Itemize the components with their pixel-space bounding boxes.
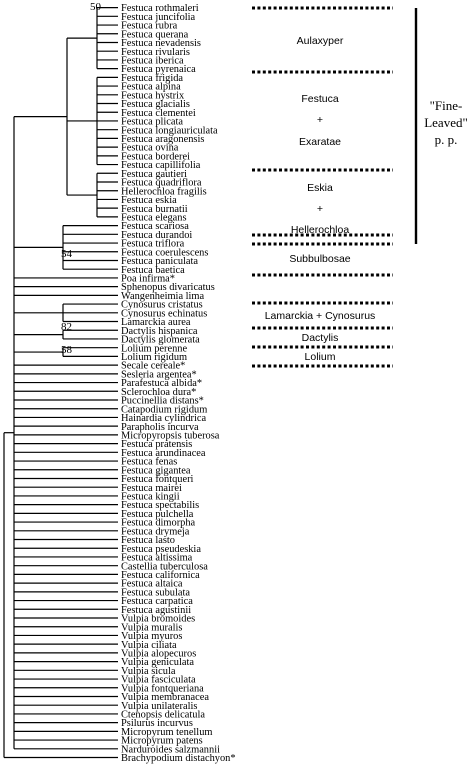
group-label-fine-leaved-1: "Fine-	[429, 98, 463, 113]
taxon-label: Brachypodium distachyon*	[121, 753, 236, 765]
taxon-label: Dactylis hispanica	[121, 325, 198, 337]
taxon-label: Vulpia myuros	[121, 631, 183, 643]
taxon-label: Festuca nevadensis	[121, 38, 201, 50]
support-value-50: 50	[90, 1, 101, 13]
taxon-label: Festuca spectabilis	[121, 500, 200, 512]
group-label-exaratae: Exaratae	[298, 136, 342, 148]
taxon-label: Festuca gautieri	[121, 168, 188, 180]
taxon-label: Vulpia fontqueriana	[121, 683, 204, 695]
taxon-label: Festuca capillifolia	[121, 160, 201, 172]
taxon-label: Secale cereale*	[121, 360, 186, 372]
taxon-label: Festuca juncifolia	[121, 11, 196, 23]
taxon-label: Festuca pseudeskia	[121, 543, 201, 555]
taxon-label: Parafestuca albida*	[121, 378, 203, 390]
taxon-label: Festuca alpina	[121, 81, 181, 93]
taxon-label: Vulpia membranacea	[121, 692, 209, 704]
taxon-label: Festuca elegans	[121, 212, 187, 224]
taxon-label: Festuca californica	[121, 570, 200, 581]
taxon-label: Festuca scariosa	[121, 221, 189, 233]
taxon-label: Puccinellia distans*	[121, 395, 204, 407]
group-label-plus-2: +	[316, 203, 324, 215]
taxon-label: Micropyrum tenellum	[121, 726, 213, 738]
taxon-label: Festuca longiauriculata	[121, 125, 218, 137]
taxon-label: Lolium perenne	[121, 343, 188, 355]
taxon-label: Festuca plicata	[121, 116, 184, 128]
taxon-label: Festuca ovina	[121, 142, 179, 154]
group-label-fine-leaved-3: p. p.	[434, 132, 458, 147]
taxon-label: Festuca clementei	[121, 107, 196, 119]
taxon-label: Festuca quadriflora	[121, 177, 202, 189]
taxon-label: Cynosurus cristatus	[121, 299, 203, 311]
taxon-label: Sclerochloa dura*	[121, 386, 197, 398]
taxon-label: Festuca fontqueri	[121, 474, 194, 486]
taxon-label: Micropyrum patens	[121, 735, 203, 747]
group-labels	[265, 35, 468, 363]
taxon-label: Poa infirma*	[121, 273, 175, 285]
taxon-label: Sphenopus divaricatus	[121, 282, 215, 294]
taxon-label: Cynosurus echinatus	[121, 308, 208, 320]
taxon-label: Vulpia unilateralis	[121, 700, 198, 712]
group-label-subbulbosae: Subbulbosae	[289, 253, 351, 265]
taxon-label: Festuca agustinii	[121, 604, 192, 616]
taxon-label: Festuca burnatii	[121, 203, 188, 215]
support-value-58: 58	[61, 344, 72, 356]
taxon-label: Festuca subulata	[121, 587, 190, 599]
taxon-label: Festuca glacialis	[121, 99, 190, 111]
taxon-label: Ctenopsis delicatula	[121, 709, 205, 721]
taxon-label: Festuca dimorpha	[121, 517, 196, 529]
taxon-label: Festuca altissima	[121, 552, 193, 564]
group-label-dactylis: Dactylis	[301, 332, 339, 344]
taxon-labels	[121, 3, 236, 764]
taxon-label: Micropyropsis tuberosa	[121, 430, 220, 442]
taxon-label: Festuca coerulescens	[121, 247, 209, 259]
taxon-label: Festuca borderei	[121, 151, 190, 163]
taxon-label: Vulpia fasciculata	[121, 674, 196, 686]
taxon-label: Vulpia muralis	[121, 622, 183, 634]
taxon-label: Vulpia alopecuros	[121, 648, 197, 660]
taxon-label: Narduroides salzmannii	[121, 744, 220, 756]
tree-branches	[4, 8, 118, 758]
taxon-label: Dactylis glomerata	[121, 334, 200, 346]
taxon-label: Sesleria argentea*	[121, 369, 197, 381]
taxon-label: Festuca lasto	[121, 535, 175, 547]
taxon-label: Festuca frigida	[121, 72, 184, 84]
taxon-label: Festuca durandoi	[121, 229, 193, 241]
group-label-lamarckia-cynosurus: Lamarckia + Cynosurus	[264, 310, 376, 322]
taxon-label: Psilurus incurvus	[121, 718, 193, 730]
taxon-label: Vulpia bromoides	[121, 613, 196, 625]
taxon-label: Festuca rothmaleri	[121, 3, 199, 15]
taxon-label: Hellerochloa fragilis	[121, 186, 207, 198]
taxon-label: Festuca pyrenaica	[121, 64, 196, 76]
taxon-label: Catapodium rigidum	[121, 404, 208, 416]
taxon-label: Festuca paniculata	[121, 256, 199, 268]
taxon-label: Festuca drymeja	[121, 526, 190, 538]
taxon-label: Castellia tuberculosa	[121, 561, 208, 573]
group-label-eskia: Eskia	[307, 182, 333, 194]
taxon-label: Festuca mairei	[121, 482, 182, 494]
taxon-label: Vulpia sicula	[121, 665, 176, 677]
taxon-label: Festuca rivularis	[121, 46, 190, 58]
taxon-label: Vulpia geniculata	[121, 657, 194, 669]
group-label-festuca: Festuca	[301, 93, 339, 105]
taxon-label: Festuca aragonensis	[121, 134, 205, 145]
support-value-54: 54	[61, 248, 72, 260]
taxon-label: Festuca hystrix	[121, 90, 185, 102]
taxon-label: Festuca pratensis	[121, 439, 193, 451]
taxon-label: Festuca altaica	[121, 578, 183, 590]
taxon-label: Lolium rigidum	[121, 352, 188, 363]
group-label-aulaxyper: Aulaxyper	[296, 35, 344, 47]
group-label-plus-1: +	[316, 114, 324, 126]
taxon-label: Festuca iberica	[121, 55, 184, 67]
taxon-label: Festuca arundinacea	[121, 447, 206, 459]
taxon-label: Wangenheimia lima	[121, 290, 205, 302]
taxon-label: Festuca triflora	[121, 238, 185, 250]
taxon-label: Festuca baetica	[121, 264, 185, 276]
support-value-82: 82	[61, 321, 72, 333]
group-label-lolium: Lolium	[304, 351, 336, 363]
taxon-label: Festuca carpatica	[121, 596, 193, 608]
group-label-hellerochloa: Hellerochloa	[290, 224, 350, 236]
taxon-label: Festuca querana	[121, 29, 189, 41]
taxon-label: Festuca kingii	[121, 491, 180, 503]
taxon-label: Festuca fenas	[121, 456, 178, 468]
taxon-label: Hainardia cylindrica	[121, 413, 207, 425]
taxon-label: Festuca rubra	[121, 20, 178, 32]
taxon-label: Parapholis incurva	[121, 421, 199, 433]
taxon-label: Festuca gigantea	[121, 465, 191, 477]
taxon-label: Lamarckia aurea	[121, 317, 191, 329]
taxon-label: Vulpia ciliata	[121, 639, 177, 651]
group-label-fine-leaved-2: Leaved"	[424, 115, 468, 130]
taxon-label: Festuca eskia	[121, 195, 177, 207]
taxon-label: Festuca pulchella	[121, 508, 194, 520]
